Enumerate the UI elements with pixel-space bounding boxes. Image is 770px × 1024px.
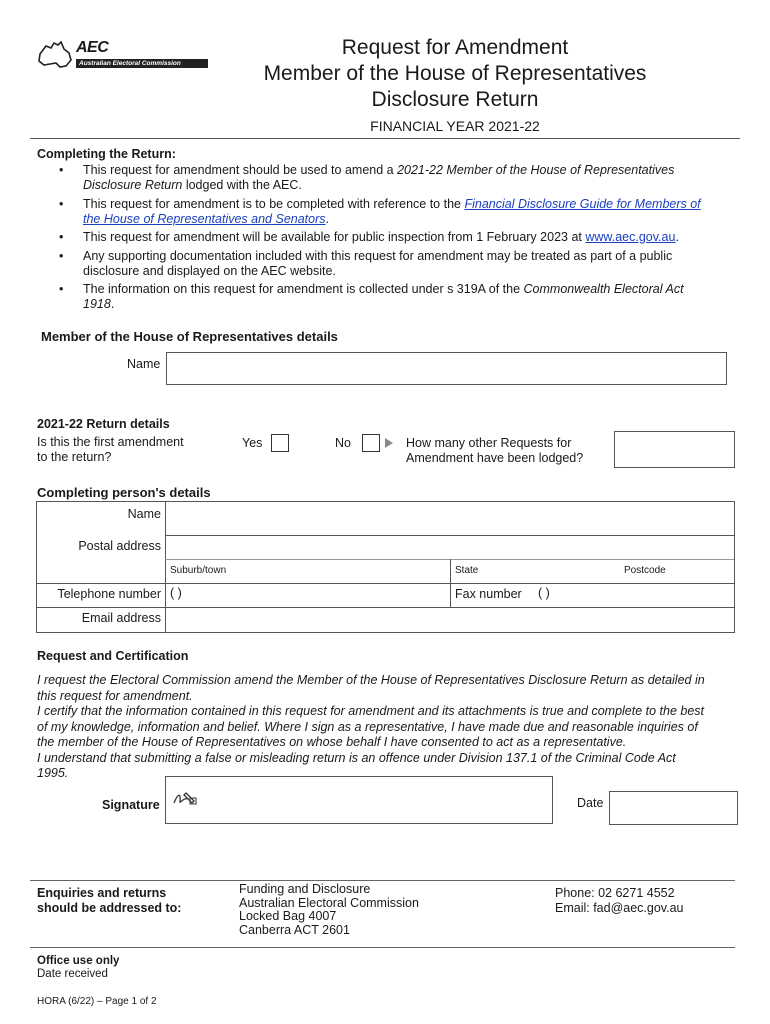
fax-label: Fax number [455,587,522,601]
logo-text: AEC [76,39,109,56]
suburb-label: Suburb/town [170,565,227,576]
certification-text: I request the Electoral Commission amend the Member of the House of Representatives Disclosure Return as detailed in this request for amendment. I certify that the information contained in this request for amendment and its attachments is true and complete to the best of my knowledge, information and belief. Where I sign as a representative, I have made due and reasonable inquiries of the member of the House of Representatives on whose behalf I have consented to act as a representative. I understand that submitting a false or misleading return is an offence under Division 137.1 of the Criminal Code Act 1995. [37,673,705,780]
page-title [190,35,720,113]
fax-input[interactable]: ( ) [538,586,550,600]
person-name-input[interactable] [165,502,734,535]
divider [30,880,735,881]
completing-heading: Completing the Return: [37,147,176,161]
pen-signature-icon [172,789,198,807]
member-name-label: Name [127,357,161,371]
email-label: Email address [81,611,161,625]
signature-label: Signature [102,798,160,812]
return-details-heading: 2021-22 Return details [37,417,170,431]
postcode-label: Postcode [624,565,666,576]
title-line-3: Disclosure Return [371,88,539,111]
other-requests-label: How many other Requests for Amendment have been lodged? [406,436,584,465]
logo-subtext: Australian Electoral Commission [76,59,208,68]
telephone-input[interactable]: ( ) [165,583,450,607]
signature-input[interactable] [165,776,553,824]
list-item: • This request for amendment will be available for public inspection from 1 February 2023 at www.aec.gov.au. [59,230,679,244]
date-label: Date [577,796,604,810]
contact-email: Email: fad@aec.gov.au [555,901,684,915]
member-heading: Member of the House of Representatives details [41,329,338,344]
aec-logo [36,38,181,72]
guide-link[interactable]: Financial Disclosure Guide for Members of [464,196,701,211]
list-item: • This request for amendment should be used to amend a 2021-22 Member of the House of Representatives Disclosure Return lodged with the AEC. [59,163,675,192]
arrow-right-icon [384,437,394,449]
postal-address-label: Postal address [78,539,161,553]
page-footer: HORA (6/22) – Page 1 of 2 [37,996,157,1007]
guide-link-cont[interactable]: the House of Representatives and Senators [83,211,326,226]
aec-website-link[interactable]: www.aec.gov.au [585,230,676,244]
other-requests-count-input[interactable] [614,431,735,468]
state-label: State [455,565,479,576]
instructions-list [37,163,737,316]
email-input[interactable] [165,607,734,632]
person-details-table [36,501,735,633]
person-name-label: Name [127,507,161,521]
yes-label: Yes [242,436,263,450]
title-line-2: Member of the House of Representatives [263,62,647,85]
financial-year: FINANCIAL YEAR 2021-22 [370,118,540,134]
divider [30,138,740,139]
member-name-input[interactable] [166,352,727,385]
list-item: • The information on this request for amendment is collected under s 319A of the Commonwealth Electoral Act 1918. [59,282,684,311]
no-label: No [335,436,351,450]
title-line-1: Request for Amendment [341,36,569,59]
divider [30,947,735,948]
certification-heading: Request and Certification [37,649,189,663]
first-amendment-question: Is this the first amendment to the return? [37,435,184,464]
yes-checkbox[interactable] [271,434,289,452]
date-input[interactable] [609,791,738,825]
contact-phone: Phone: 02 6271 4552 [555,886,675,900]
person-heading: Completing person's details [37,485,211,500]
postal-address-block: Funding and Disclosure Australian Electoral Commission Locked Bag 4007 Canberra ACT 2601 [239,882,419,937]
australia-map-icon [36,40,74,70]
telephone-label: Telephone number [57,587,161,601]
no-checkbox[interactable] [362,434,380,452]
contact-block [555,886,684,916]
enquiries-label: Enquiries and returns should be addressed to: [37,886,182,915]
list-item: • This request for amendment is to be completed with reference to the Financial Disclosure Guide for Members of the House of Representatives and Senators. [59,196,701,226]
date-received-label: Date received [37,968,108,980]
office-use-heading: Office use only [37,955,120,967]
list-item: • Any supporting documentation included with this request for amendment may be treated as part of a public disclosure and displayed on the AEC website. [59,248,673,278]
